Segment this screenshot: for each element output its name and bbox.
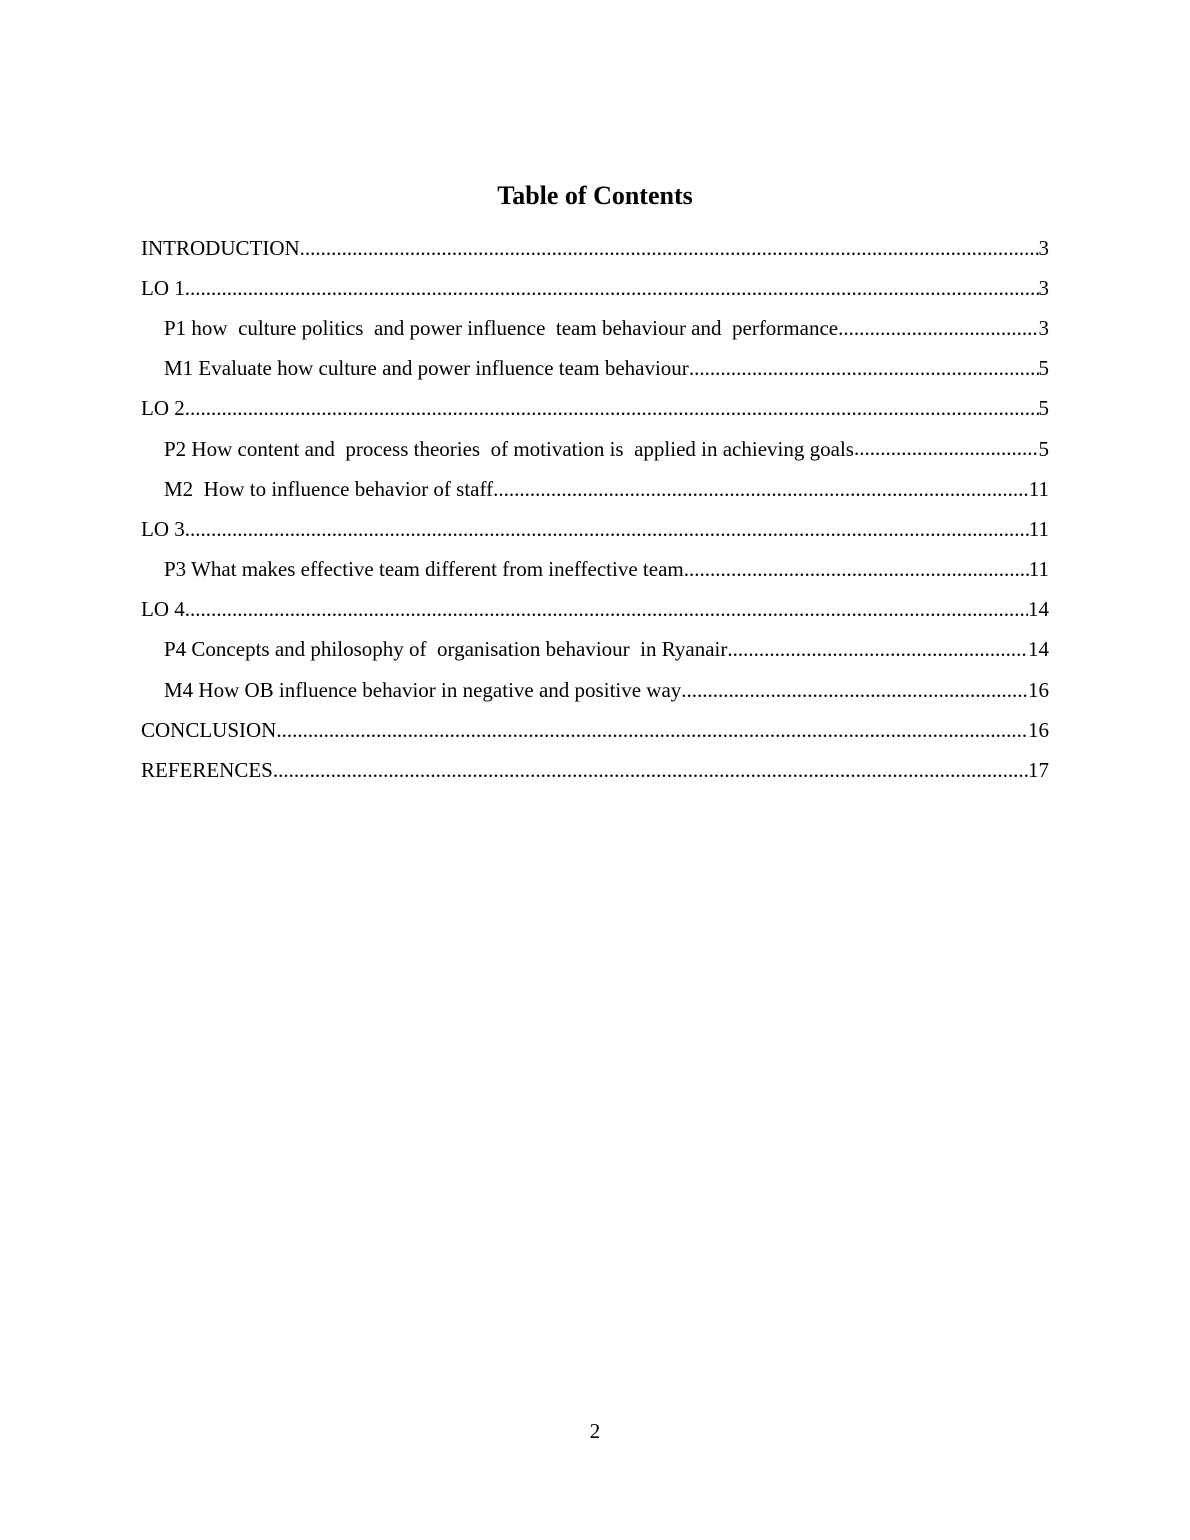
toc-entry-references[interactable] — [141, 750, 1049, 790]
toc-entry-page: 3 — [1038, 235, 1049, 260]
toc-entry-text: P4 Concepts and philosophy of organisation behaviour in Ryanair — [164, 637, 728, 662]
toc-entry-text: P3 What makes effective team different from ineffective team — [164, 557, 684, 582]
toc-entry-p3[interactable] — [141, 550, 1049, 590]
toc-dot-leader — [185, 517, 1029, 542]
toc-dot-leader — [273, 758, 1028, 783]
toc-dot-leader — [854, 436, 1039, 461]
toc-entry-p2[interactable] — [141, 429, 1049, 469]
toc-dot-leader — [689, 356, 1039, 381]
toc-entry-text: P1 how culture politics and power influence team behaviour and performance — [164, 315, 839, 340]
toc-entry-text: P2 How content and process theories of motivation is applied in achieving goals — [164, 436, 854, 461]
toc-entry-text: CONCLUSION — [141, 717, 277, 742]
toc-entry-lo4[interactable] — [141, 590, 1049, 630]
toc-dot-leader — [300, 236, 1039, 261]
toc-dot-leader — [684, 557, 1029, 582]
toc-entry-page: 16 — [1028, 717, 1049, 742]
toc-entry-text: LO 3 — [141, 516, 185, 541]
toc-entry-conclusion[interactable] — [141, 710, 1049, 750]
toc-entry-m2[interactable] — [141, 469, 1049, 509]
toc-entry-lo2[interactable] — [141, 389, 1049, 429]
toc-dot-leader — [727, 637, 1028, 662]
toc-entry-page: 16 — [1028, 677, 1049, 702]
toc-entry-text: LO 2 — [141, 396, 185, 421]
toc-entry-text: M2 How to influence behavior of staff — [164, 476, 494, 501]
toc-entry-page: 14 — [1028, 637, 1049, 662]
toc-entry-p4[interactable] — [141, 630, 1049, 670]
toc-entry-page: 3 — [1038, 315, 1049, 340]
toc-entry-page: 11 — [1028, 476, 1049, 501]
toc-dot-leader — [185, 276, 1039, 301]
toc-entry-introduction[interactable] — [141, 228, 1049, 268]
toc-entry-page: 5 — [1038, 436, 1049, 461]
toc-entry-page: 5 — [1038, 396, 1049, 421]
toc-entry-page: 11 — [1028, 516, 1049, 541]
toc-entry-text: LO 4 — [141, 597, 185, 622]
toc-entry-page: 11 — [1028, 557, 1049, 582]
toc-dot-leader — [493, 477, 1029, 502]
toc-entry-page: 17 — [1028, 758, 1049, 783]
page-number: 2 — [589, 1419, 601, 1443]
toc-dot-leader — [276, 718, 1028, 743]
toc-entry-text: M4 How OB influence behavior in negative and positive way — [164, 677, 682, 702]
toc-title: Table of Contents — [497, 181, 693, 210]
toc-entry-lo1[interactable] — [141, 268, 1049, 308]
toc-entry-text: M1 Evaluate how culture and power influence team behaviour — [164, 356, 689, 381]
toc-entry-lo3[interactable] — [141, 509, 1049, 549]
toc-entry-page: 3 — [1038, 275, 1049, 300]
toc-entry-text: INTRODUCTION — [141, 235, 300, 260]
toc-entry-m4[interactable] — [141, 670, 1049, 710]
toc-dot-leader — [185, 396, 1039, 421]
toc-dot-leader — [681, 678, 1028, 703]
toc-dot-leader — [838, 316, 1038, 341]
toc-dot-leader — [185, 597, 1028, 622]
toc-list — [141, 228, 1049, 791]
toc-entry-p1[interactable] — [141, 308, 1049, 348]
toc-entry-page: 5 — [1038, 356, 1049, 381]
toc-entry-text: REFERENCES — [141, 758, 273, 783]
toc-entry-page: 14 — [1028, 597, 1049, 622]
toc-entry-m1[interactable] — [141, 349, 1049, 389]
toc-entry-text: LO 1 — [141, 275, 185, 300]
